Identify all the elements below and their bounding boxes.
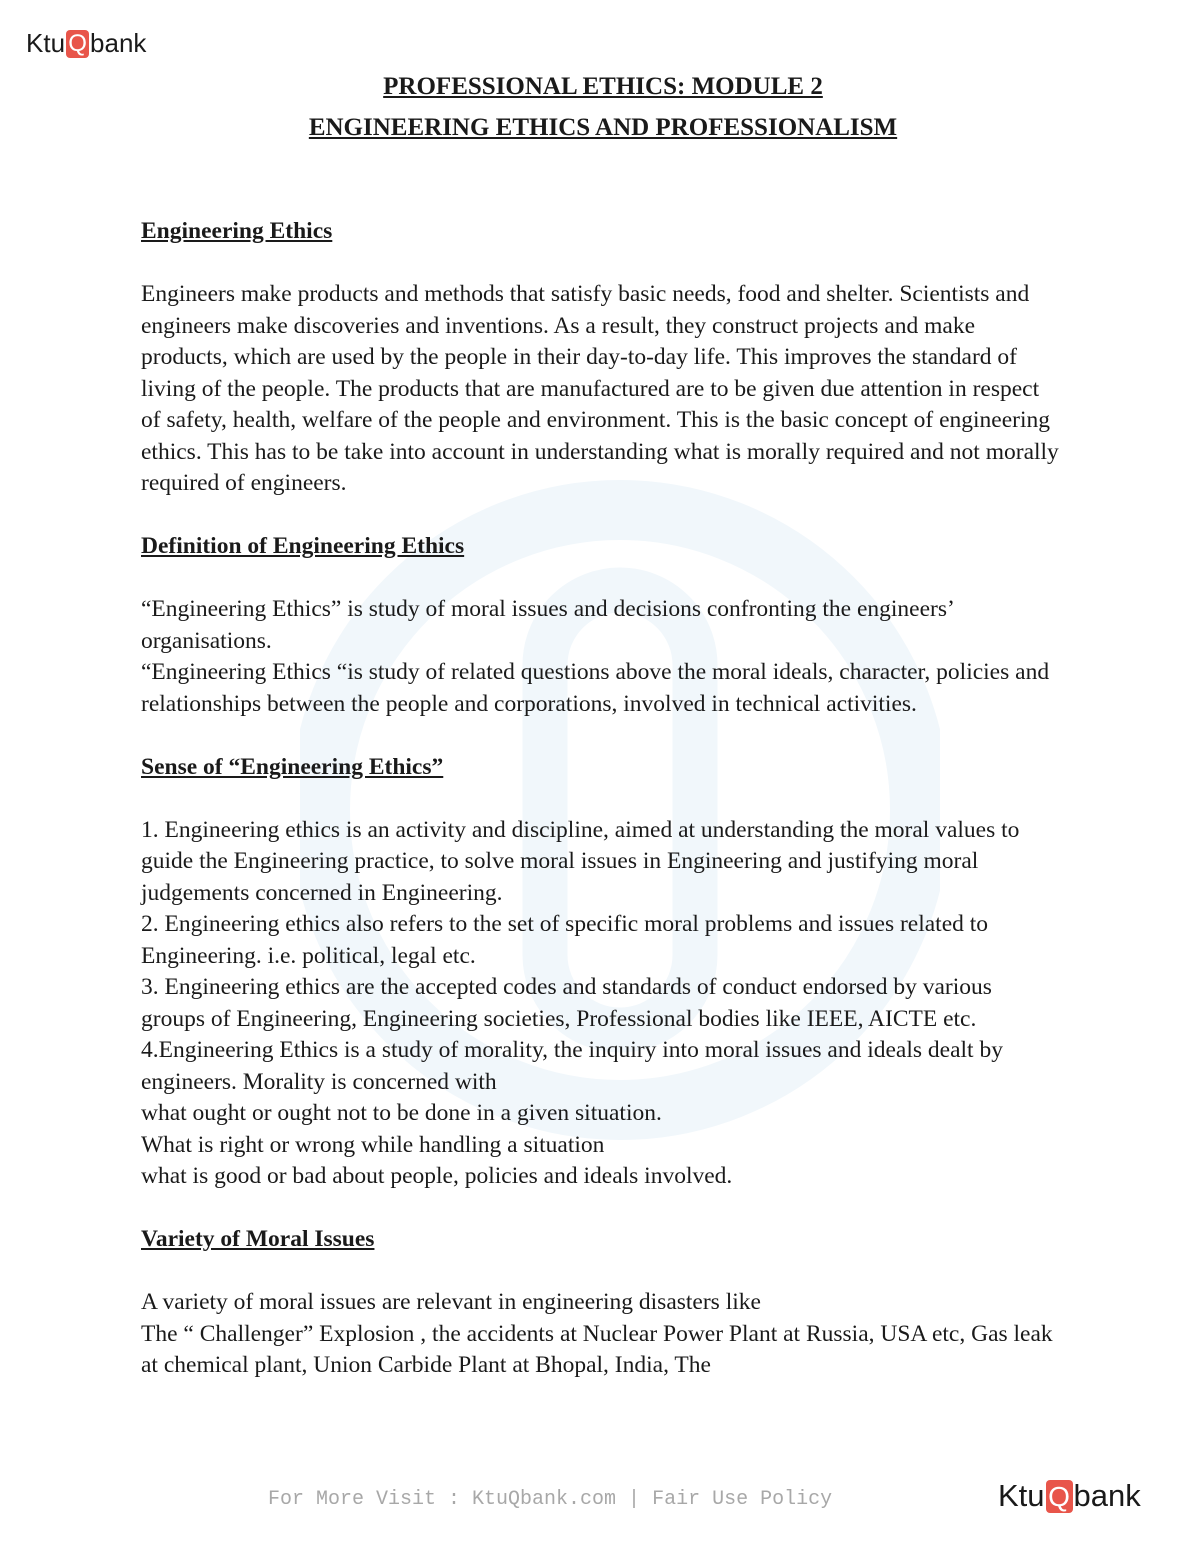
sense-item-2: 2. Engineering ethics also refers to the set of specific moral problems and issues related to Engineering. i.e. political, legal etc. [141, 911, 989, 969]
sense-item-6: What is right or wrong while handling a situation [141, 1131, 605, 1158]
document-body [141, 216, 1061, 1382]
variety-line-1: A variety of moral issues are relevant in engineering disasters like [141, 1289, 761, 1315]
document-title: PROFESSIONAL ETHICS: MODULE 2 [383, 73, 823, 100]
sense-item-1: 1. Engineering ethics is an activity and discipline, aimed at understanding the moral values to guide the Engineering practice, to solve moral issues in Engineering and justifying moral judgements concerned in Engineering. [141, 816, 1020, 906]
logo-q-badge: Q [66, 30, 89, 58]
logo-text-bank: bank [90, 28, 147, 58]
variety-line-2: The “ Challenger” Explosion , the accidents at Nuclear Power Plant at Russia, USA etc, Gas leak at chemical plant, Union Carbide Plant at Bhopal, India, The [141, 1320, 1053, 1378]
definition-line-2: “Engineering Ethics “is study of related questions above the moral ideals, character, policies and relationships between the people and corporations, involved in technical activities. [141, 659, 1050, 717]
document-subtitle: ENGINEERING ETHICS AND PROFESSIONALISM [308, 114, 898, 141]
engineering-ethics-paragraph: Engineers make products and methods that satisfy basic needs, food and shelter. Scientists and engineers make discoveries and inventions. As a result, they construct projects and make products, which are used by the people in their day-to-day life. This improves the standard of living of the people. The products that are manufactured are to be given due attention in respect of safety, health, welfare of the people and environment. This is the basic concept of engineering ethics. This has to be take into account in understanding what is morally required and not morally required of engineers. [141, 281, 1059, 496]
section-heading-variety: Variety of Moral Issues [141, 1226, 375, 1252]
section-heading-engineering-ethics: Engineering Ethics [141, 218, 333, 244]
section-heading-definition: Definition of Engineering Ethics [141, 533, 465, 559]
sense-item-7: what is good or bad about people, policies and ideals involved. [141, 1163, 733, 1189]
logo-text-bank: bank [1073, 1478, 1141, 1513]
sense-item-3: 3. Engineering ethics are the accepted codes and standards of conduct endorsed by various groups of Engineering, Engineering societies, Professional bodies like IEEE, AICTE etc. [141, 974, 992, 1032]
section-heading-sense: Sense of “Engineering Ethics” [141, 753, 444, 780]
ktuqbank-logo [26, 28, 146, 59]
logo-text-ktu: Ktu [26, 28, 66, 58]
sense-item-5: what ought or ought not to be done in a given situation. [141, 1100, 662, 1126]
ktuqbank-footer-logo [998, 1478, 1141, 1514]
sense-item-4: 4.Engineering Ethics is a study of morality, the inquiry into moral issues and ideals dealt by engineers. Morality is concerned with [141, 1037, 1003, 1095]
definition-line-1: “Engineering Ethics” is study of moral issues and decisions confronting the engineers’ organisations. [141, 596, 954, 654]
footer-link-text[interactable]: For More Visit : KtuQbank.com | Fair Use Policy [268, 1488, 833, 1511]
logo-q-badge: Q [1046, 1480, 1073, 1513]
logo-text-ktu: Ktu [998, 1478, 1045, 1513]
